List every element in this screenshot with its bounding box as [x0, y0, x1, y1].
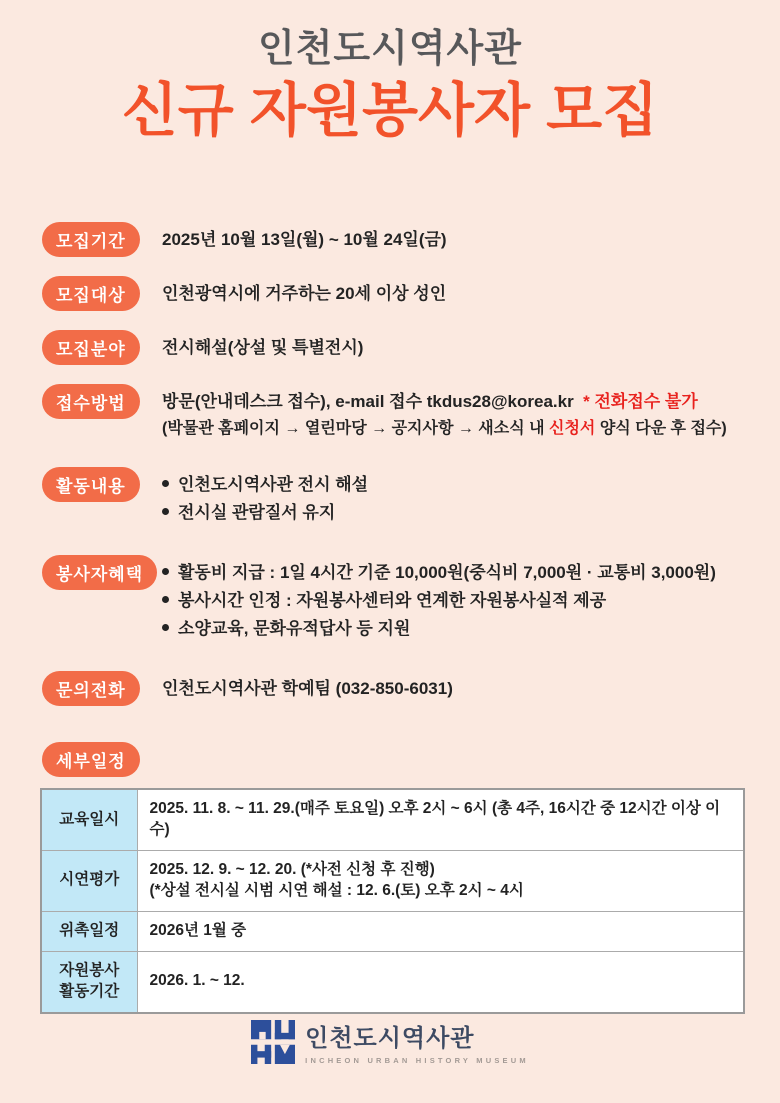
- row-benefits: [42, 555, 764, 643]
- bullet-icon: [162, 624, 169, 631]
- table-row: [41, 850, 744, 911]
- schedule-row-header: 시연평가: [41, 850, 137, 911]
- badge-schedule: 세부일정: [42, 742, 140, 777]
- schedule-row-value: 2026. 1. ~ 12.: [137, 951, 744, 1012]
- phone-not-accepted-note: * 전화접수 불가: [583, 392, 698, 412]
- row-contact: [42, 671, 764, 706]
- schedule-section-header: [0, 742, 780, 777]
- row-recruit-field: [42, 330, 764, 365]
- apply-method-line1: 방문(안내데스크 접수), e-mail 접수 tkdus28@korea.kr * 전화접수 불가: [162, 392, 698, 412]
- museum-logo: [251, 1018, 529, 1065]
- apply-method-value: [162, 384, 727, 442]
- logo-museum-name: 인천도시역사관: [305, 1025, 475, 1052]
- schedule-row-header: 교육일시: [41, 789, 137, 850]
- bullet-icon: [162, 568, 169, 575]
- schedule-row-value: 2025. 12. 9. ~ 12. 20. (*사전 신청 후 진행) (*상설 전시실 시범 시연 해설 : 12. 6.(토) 오후 2시 ~ 4시: [137, 850, 744, 911]
- recruit-period-value: 2025년 10월 13일(월) ~ 10월 24일(금): [162, 230, 447, 250]
- table-row: [41, 951, 744, 1012]
- contact-value: 인천도시역사관 학예팀 (032-850-6031): [162, 679, 453, 699]
- info-section: [0, 222, 780, 706]
- benefits-list: [162, 555, 716, 643]
- badge-recruit-target: 모집대상: [42, 276, 140, 311]
- schedule-table: [40, 788, 745, 1013]
- recruit-target-value: 인천광역시에 거주하는 20세 이상 성인: [162, 284, 447, 304]
- schedule-row-value: 2026년 1월 중: [137, 911, 744, 951]
- museum-logo-icon: [251, 1020, 295, 1064]
- logo-museum-name-english: INCHEON URBAN HISTORY MUSEUM: [305, 1056, 529, 1065]
- activity-item: 전시실 관람질서 유지: [162, 499, 368, 527]
- schedule-row-value: 2025. 11. 8. ~ 11. 29.(매주 토요일) 오후 2시 ~ 6시 (총 4주, 16시간 중 12시간 이상 이수): [137, 789, 744, 850]
- table-row: [41, 789, 744, 850]
- badge-apply-method: 접수방법: [42, 384, 140, 419]
- recruit-field-value: 전시해설(상설 및 특별전시): [162, 338, 364, 358]
- activity-item: 인천도시역사관 전시 해설: [162, 471, 368, 499]
- badge-recruit-field: 모집분야: [42, 330, 140, 365]
- poster-footer: [0, 1018, 780, 1103]
- badge-recruit-period: 모집기간: [42, 222, 140, 257]
- row-recruit-period: [42, 222, 764, 257]
- poster-header: [0, 28, 780, 144]
- bullet-icon: [162, 508, 169, 515]
- bullet-icon: [162, 480, 169, 487]
- poster-title: 신규 자원봉사자 모집: [121, 77, 659, 143]
- museum-name-heading: 인천도시역사관: [258, 28, 522, 70]
- schedule-row-header: 자원봉사 활동기간: [41, 951, 137, 1012]
- row-activities: [42, 467, 764, 527]
- benefit-item: 봉사시간 인정 : 자원봉사센터와 연계한 자원봉사실적 제공: [162, 587, 716, 615]
- row-recruit-target: [42, 276, 764, 311]
- benefit-item: 활동비 지급 : 1일 4시간 기준 10,000원(중식비 7,000원 · 교통비 3,000원): [162, 559, 716, 587]
- schedule-row-header: 위촉일정: [41, 911, 137, 951]
- benefit-item: 소양교육, 문화유적답사 등 지원: [162, 615, 716, 643]
- row-apply-method: [42, 384, 764, 442]
- bullet-icon: [162, 596, 169, 603]
- apply-method-line2: (박물관 홈페이지 → 열린마당 → 공지사항 → 새소식 내 신청서 양식 다운 후 접수): [162, 420, 727, 438]
- application-form-highlight: 신청서: [549, 420, 596, 438]
- badge-contact: 문의전화: [42, 671, 140, 706]
- badge-activities: 활동내용: [42, 467, 140, 502]
- table-row: [41, 911, 744, 951]
- activities-list: [162, 467, 368, 527]
- badge-benefits: 봉사자혜택: [42, 555, 157, 590]
